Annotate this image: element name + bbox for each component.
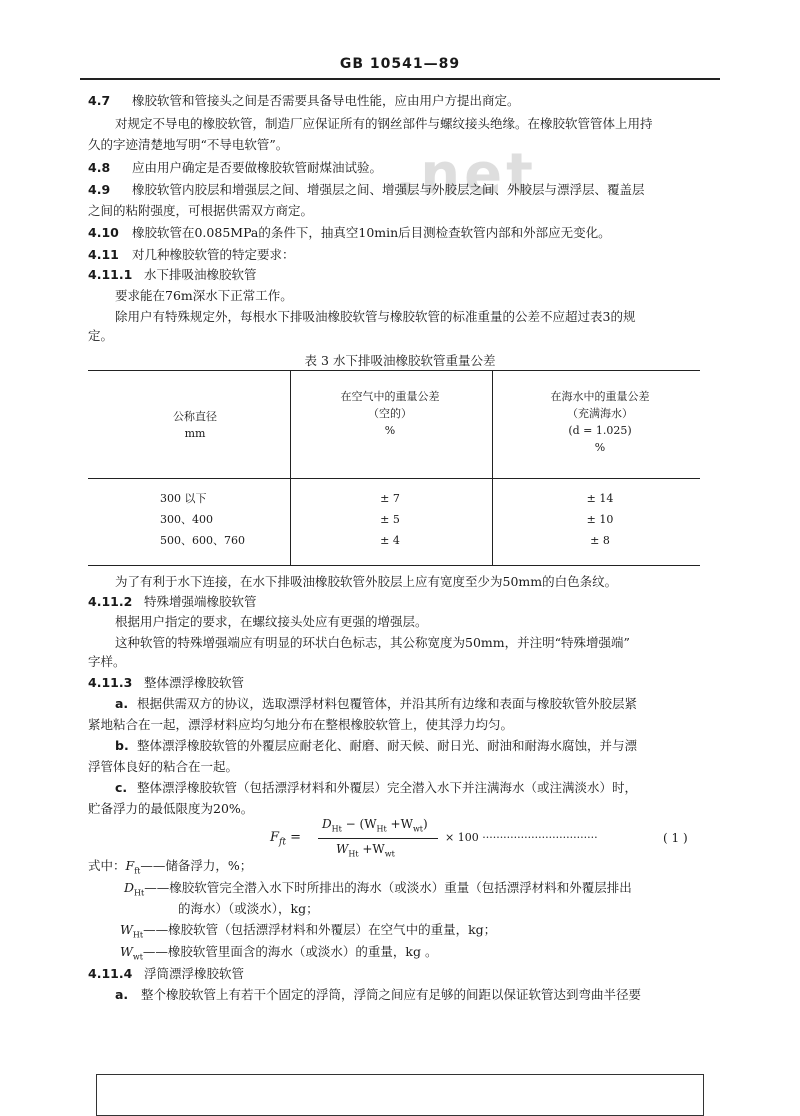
formula-tail: × 100 ································· — [445, 831, 598, 844]
symbol: F — [125, 858, 135, 873]
clause-4-7 — [88, 93, 520, 109]
item-letter: c. — [115, 780, 128, 795]
definition-d-line2: 的海水）（或淡水），kg； — [178, 901, 319, 916]
item-text: 整体漂浮橡胶软管（包括漂浮材料和外覆层）完全潜入水下并注满海水（或注满淡水）时， — [136, 780, 637, 795]
item-c — [115, 780, 637, 796]
formula-subscript: Ht — [331, 824, 342, 834]
clause-text: 特殊增强端橡胶软管 — [143, 594, 257, 609]
table-row-3-size: 500、600、760 — [160, 534, 245, 547]
clause-4-9-line2: 之间的粘附强度，可根据供需双方商定。 — [88, 203, 314, 218]
clause-4-11-4 — [88, 966, 244, 982]
table-row-3-air: ± 4 — [380, 534, 400, 547]
clause-number: 4.9 — [88, 182, 111, 197]
clause-text: 橡胶软管在0.085MPa的条件下，抽真空10min后目测检查软管内部和外部应无变化。 — [131, 225, 611, 240]
definition-text: 橡胶软管完全潜入水下时所排出的海水（或淡水）重量（包括漂浮材料和外覆层排出 — [169, 880, 632, 895]
table-row-3-sea: ± 8 — [590, 534, 610, 547]
header-subtext: （空的） — [368, 407, 412, 420]
symbol-subscript: wt — [132, 952, 143, 962]
fraction-bar — [318, 838, 438, 839]
clause-4-11-2-c: 字样。 — [88, 654, 126, 669]
symbol: W — [120, 944, 133, 959]
watermark: .net — [395, 142, 537, 207]
formula-numerator — [322, 817, 428, 833]
clause-number: 4.11.3 — [88, 675, 133, 690]
clause-4-10 — [88, 225, 611, 241]
table-row-2-air: ± 5 — [380, 513, 400, 526]
item-b-line2: 浮管体良好的粘合在一起。 — [88, 759, 239, 774]
formula-symbol: D — [322, 817, 332, 831]
clause-text: 应由用户确定是否要做橡胶软管耐煤油试验。 — [131, 160, 382, 175]
item-letter: a. — [115, 696, 129, 711]
clause-number: 4.10 — [88, 225, 119, 240]
header-subtext: （充满海水） — [567, 407, 633, 420]
formula-lhs: $F_{ft}$ = — [270, 830, 302, 848]
table-header-rule — [88, 478, 700, 479]
clause-text: 整体漂浮橡胶软管 — [143, 675, 244, 690]
symbol-subscript: Ht — [134, 888, 145, 898]
header-rule — [80, 78, 720, 80]
formula-subscript: wt — [384, 849, 395, 859]
table-row-2-sea: ± 10 — [586, 513, 614, 526]
header-text: 在海水中的重量公差 — [550, 390, 650, 403]
item-text: 整个橡胶软管上有若干个固定的浮筒，浮筒之间应有足够的间距以保证软管达到弯曲半径要 — [140, 987, 641, 1002]
clause-4-9 — [88, 182, 645, 198]
where-label: 式中： — [88, 858, 126, 873]
clause-4-7-line2: 对规定不导电的橡胶软管，制造厂应保证所有的钢丝部件与螺纹接头绝缘。在橡胶软管管体上用持 — [115, 116, 653, 131]
item-text: 整体漂浮橡胶软管的外覆层应耐老化、耐磨、耐天候、耐日光、耐油和耐海水腐蚀，并与漂 — [136, 738, 637, 753]
formula-symbol: F — [270, 830, 280, 845]
table-row-1-sea: ± 14 — [586, 492, 614, 505]
after-table-text: 为了有利于水下连接，在水下排吸油橡胶软管外胶层上应有宽度至少为50mm的白色条纹。 — [115, 574, 618, 589]
table-bottom-rule — [88, 565, 700, 566]
header-unit: % — [384, 424, 396, 437]
dash: —— — [140, 858, 166, 873]
table-header-size — [120, 408, 270, 442]
dash: —— — [143, 922, 169, 937]
definition-ww — [120, 944, 437, 966]
table-title: 表 3 水下排吸油橡胶软管重量公差 — [304, 353, 496, 368]
clause-4-11-2 — [88, 594, 257, 610]
formula-operator: ) — [423, 817, 428, 831]
header-unit: % — [594, 441, 606, 454]
clause-number: 4.11 — [88, 247, 119, 262]
formula-symbol: W — [336, 842, 349, 856]
symbol-subscript: Ht — [132, 930, 144, 940]
header-text: 公称直径 — [173, 410, 217, 423]
definition-wh — [120, 922, 496, 944]
dash: —— — [142, 944, 168, 959]
clause-4-11-1-b: 除用户有特殊规定外，每根水下排吸油橡胶软管与橡胶软管的标准重量的公差不应超过表3的规 — [115, 309, 636, 324]
page-header: GB 10541—89 — [339, 56, 461, 72]
definition-text: 储备浮力，%； — [165, 858, 253, 873]
definition-f — [88, 858, 252, 880]
clause-4-7-line3: 久的字迹清楚地写明“不导电软管”。 — [88, 137, 289, 152]
clause-number: 4.11.2 — [88, 594, 133, 609]
table-row-1-size: 300 以下 — [160, 492, 207, 505]
table-top-rule — [88, 370, 700, 371]
formula-subscript: Ht — [348, 849, 359, 859]
table-header-air — [300, 388, 480, 439]
header-text: 在空气中的重量公差 — [340, 390, 440, 403]
item-text: 根据供需双方的协议，选取漂浮材料包覆管体，并沿其所有边缘和表面与橡胶软管外胶层紧 — [136, 696, 637, 711]
item-a — [115, 696, 637, 712]
item-letter: a. — [115, 987, 129, 1002]
formula-denominator — [336, 842, 395, 858]
item-4-11-4-a — [115, 987, 641, 1003]
definition-d — [124, 880, 632, 902]
clause-4-11 — [88, 247, 295, 263]
clause-text: 水下排吸油橡胶软管 — [143, 267, 257, 282]
formula-subscript: Ht — [376, 824, 387, 834]
clause-4-11-3 — [88, 675, 244, 691]
table-col-divider — [290, 370, 291, 565]
clause-4-11-2-a: 根据用户指定的要求，在螺纹接头处应有更强的增强层。 — [115, 614, 428, 629]
formula-subscript: ft — [279, 837, 286, 848]
table-header-sea — [505, 388, 695, 456]
table-col-divider — [492, 370, 493, 565]
formula-operator: +W — [386, 817, 413, 831]
definition-text: 橡胶软管里面含的海水（或淡水）的重量，kg 。 — [167, 944, 438, 959]
bottom-frame — [96, 1074, 704, 1116]
clause-text: 橡胶软管和管接头之间是否需要具备导电性能，应由用户方提出商定。 — [131, 93, 520, 108]
table-row-2-size: 300、400 — [160, 513, 213, 526]
clause-number: 4.8 — [88, 160, 111, 175]
item-a-line2: 紧地粘合在一起，漂浮材料应均匀地分布在整根橡胶软管上，使其浮力均匀。 — [88, 717, 514, 732]
clause-4-11-1-c: 定。 — [88, 328, 114, 343]
clause-4-11-1-a: 要求能在76m深水下正常工作。 — [115, 288, 293, 303]
clause-4-11-1 — [88, 267, 257, 283]
formula-label: ( 1 ) — [663, 831, 688, 845]
dash: —— — [144, 880, 170, 895]
formula-operator: − (W — [341, 817, 377, 831]
clause-text: 浮筒漂浮橡胶软管 — [143, 966, 244, 981]
formula-operator: +W — [358, 842, 385, 856]
table-row-1-air: ± 7 — [380, 492, 400, 505]
item-b — [115, 738, 637, 754]
formula-subscript: wt — [412, 824, 423, 834]
clause-number: 4.11.1 — [88, 267, 133, 282]
clause-number: 4.7 — [88, 93, 111, 108]
header-unit: mm — [184, 427, 206, 440]
symbol: D — [124, 880, 135, 895]
clause-4-8 — [88, 160, 382, 176]
definition-text: 橡胶软管（包括漂浮材料和外覆层）在空气中的重量，kg； — [168, 922, 497, 937]
item-letter: b. — [115, 738, 129, 753]
clause-text: 橡胶软管内胶层和增强层之间、增强层之间、增强层与外胶层之间、外胶层与漂浮层、覆盖层 — [131, 182, 645, 197]
clause-text: 对几种橡胶软管的特定要求： — [131, 247, 295, 262]
clause-4-11-2-b: 这种软管的特殊增强端应有明显的环状白色标志，其公称宽度为50mm，并注明“特殊增强端” — [115, 635, 630, 650]
symbol: W — [120, 922, 133, 937]
header-density: (d = 1.025) — [568, 424, 632, 437]
clause-number: 4.11.4 — [88, 966, 133, 981]
item-c-line2: 贮备浮力的最低限度为20%。 — [88, 801, 254, 816]
symbol-subscript: ft — [134, 866, 141, 876]
